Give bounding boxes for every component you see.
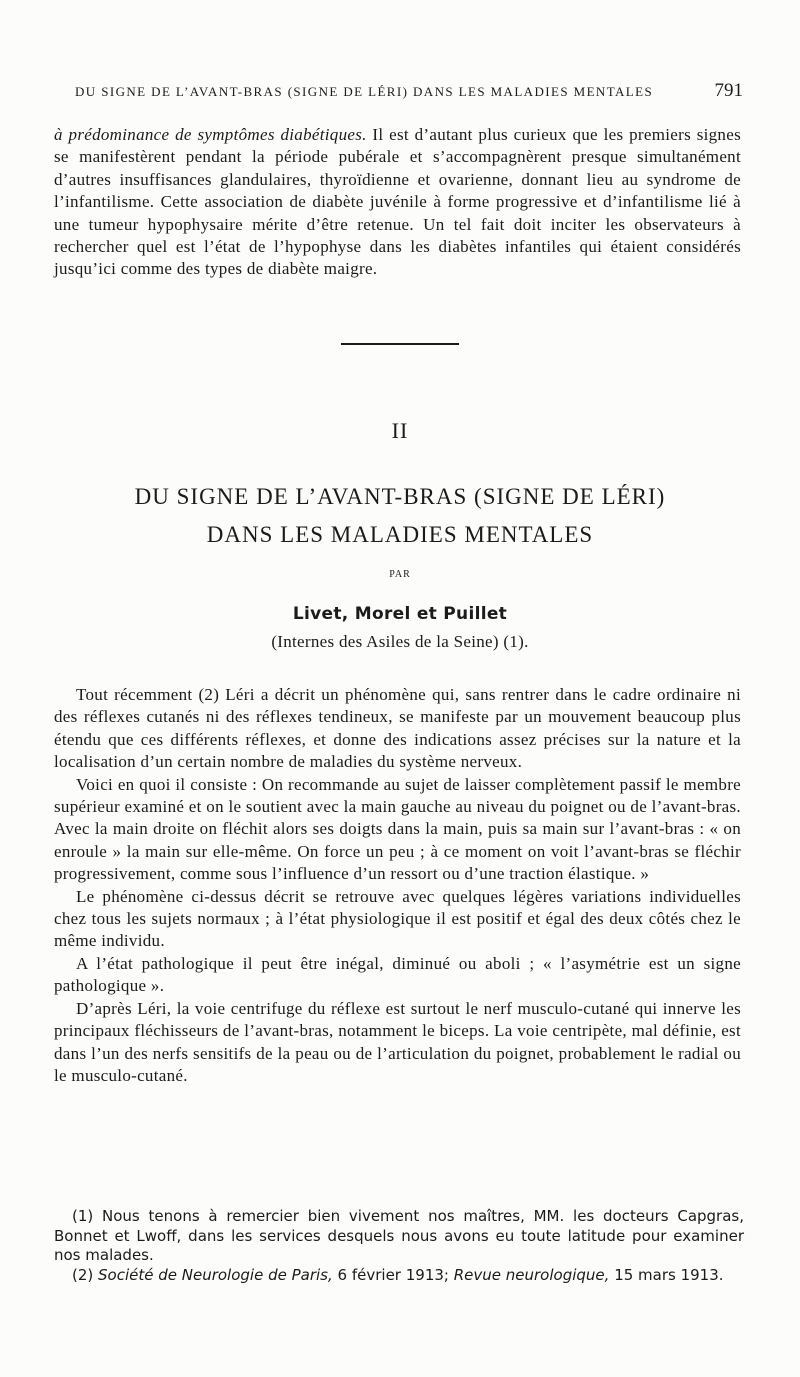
section-divider [341,343,459,345]
article-title-line-2: DANS LES MALADIES MENTALES [206,522,594,547]
footnote-2-journal-1: Société de Neurologie de Paris, [98,1265,333,1284]
intro-paragraph [54,124,741,281]
running-title: DU SIGNE DE L’AVANT-BRAS (SIGNE DE LÉRI) DANS LES MALADIES MENTALES [75,84,654,99]
footnotes [54,1207,744,1285]
footnote-2-date-2: 15 mars 1913. [609,1265,724,1284]
body-paragraph-3: Le phénomène ci-dessus décrit se retrouve avec quelques légères variations individuelles chez tous les sujets normaux ; à l’état physiologique il est positif et égal des deux côtés chez le même individu. [54,886,741,951]
section-number: II [391,418,409,443]
intro-lead-italic: à prédominance de symptômes diabétiques. [54,125,367,144]
article-body [54,684,741,1087]
page-number: 791 [714,80,743,101]
by-line: PAR [389,569,411,580]
article-title-line-1: DU SIGNE DE L’AVANT-BRAS (SIGNE DE LÉRI) [134,484,666,509]
affiliation: (Internes des Asiles de la Seine) (1). [271,632,529,651]
intro-text: Il est d’autant plus curieux que les premiers signes se manifestèrent pendant la période pubérale et s’accompagnèrent presque simultanément d’autres insuffisances glandulaires, thyroïdienne et ovarienne, donnant lieu au syndrome de l’infantilisme. Cette association de diabète juvénile à forme progressive et d’infantilisme lié à une tumeur hypophysaire mérite d’être retenue. Un tel fait doit inciter les observateurs à rechercher quel est l’état de l’hypophyse dans les diabètes infantiles qui étaient considérés jusqu’ici comme des types de diabète maigre. [54,125,741,279]
footnote-2-lead: (2) [72,1265,99,1284]
footnote-2-date-1: 6 février 1913; [332,1265,454,1284]
running-header [73,80,743,106]
body-paragraph-5: D’après Léri, la voie centrifuge du réflexe est surtout le nerf musculo-cutané qui innerve les principaux fléchisseurs de l’avant-bras, notamment le biceps. La voie centripète, mal définie, est dans l’un des nerfs sensitifs de la peau ou de l’articulation du poignet, probablement le radial ou le musculo-cutané. [54,998,741,1085]
authors: Livet, Morel et Puillet [292,604,508,624]
body-paragraph-2: Voici en quoi il consiste : On recommande au sujet de laisser complètement passif le membre supérieur examiné et on le soutient avec la main gauche au niveau du poignet ou de l’avant-bras. Avec la main droite on fléchit alors ses doigts dans la main, puis sa main sur l’avant-bras : « on enroule » la main sur elle-même. On force un peu ; à ce moment on voit l’avant-bras se fléchir progressivement, comme sous l’influence d’un ressort ou d’une traction élastique. » [54,774,741,884]
article-title [0,478,800,554]
body-paragraph-1: Tout récemment (2) Léri a décrit un phénomène qui, sans rentrer dans le cadre ordinaire ni des réflexes cutanés ni des réflexes tendineux, se manifeste par un mouvement beaucoup plus étendu que ces différents réflexes, et donne des indications assez précises sur la nature et la localisation d’un certain nombre de maladies du système nerveux. [54,685,741,772]
footnote-1: (1) Nous tenons à remercier bien vivement nos maîtres, MM. les docteurs Capgras, Bonnet et Lwoff, dans les services desquels nous avons eu toute latitude pour examiner nos malades. [54,1207,744,1264]
footnote-2 [54,1266,744,1286]
footnote-2-journal-2: Revue neurologique, [453,1265,610,1284]
body-paragraph-4: A l’état pathologique il peut être inégal, diminué ou aboli ; « l’asymétrie est un signe pathologique ». [54,953,741,996]
